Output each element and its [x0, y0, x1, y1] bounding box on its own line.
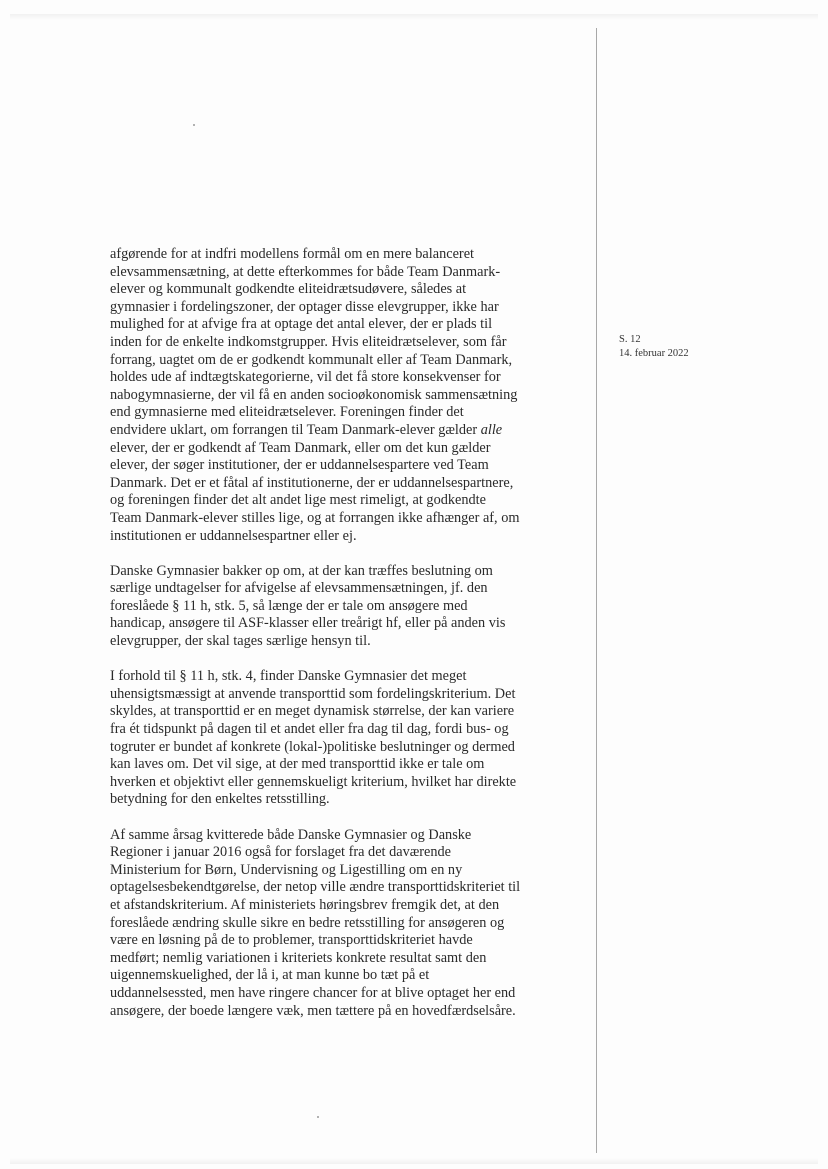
text-line: I forhold til § 11 h, stk. 4, finder Danske Gymnasier det meget [110, 668, 467, 685]
paragraph [110, 563, 570, 651]
scan-speck [193, 124, 195, 126]
text-line: holdes ude af indtægtskategorierne, vil det få store konsekvenser for [110, 369, 501, 386]
text-line: Af samme årsag kvitterede både Danske Gymnasier og Danske [110, 826, 472, 843]
scan-speck [317, 1116, 319, 1118]
text-line: optagelsesbekendtgørelse, der netop ville ændre transporttidskriteriet til [110, 879, 521, 896]
text-line: Danmark. Det er et fåtal af institutionerne, der er uddannelsespartnere, [110, 474, 514, 491]
text-line: endvidere uklart, om forrangen til Team Danmark-elever gælder alle [110, 421, 503, 438]
paragraph [110, 246, 570, 545]
page-reference: S. 12 [619, 334, 641, 345]
text-line: foreslåede § 11 h, stk. 5, så længe der er tale om ansøgere med [110, 597, 468, 614]
scan-edge-bottom [10, 1158, 818, 1164]
text-line: gymnasier i fordelingszoner, der optager disse elevgrupper, ikke har [110, 298, 499, 315]
text-line: hverken et objektivt eller gennemskueligt kriterium, hvilket har direkte [110, 773, 517, 790]
text-line: foreslåede ændring skulle sikre en bedre retsstilling for ansøgeren og [110, 914, 505, 931]
text-line: ansøgere, der boede længere væk, men tættere på en hovedfærdselsåre. [110, 1002, 516, 1019]
text-line: betydning for den enkeltes retsstilling. [110, 791, 330, 808]
text-line: uigennemskuelighed, der lå i, at man kunne bo tæt på et [110, 967, 430, 984]
text-line: elever og kommunalt godkendte eliteidrætsudøvere, således at [110, 281, 467, 298]
text-line: elever, der søger institutioner, der er uddannelsespartere ved Team [110, 457, 489, 474]
margin-note [619, 333, 689, 360]
text-line: medført; nemlig variationen i kriteriets konkrete resultat samt den [110, 949, 487, 966]
paragraph [110, 668, 570, 809]
text-line: kan laves om. Det vil sige, at der med transporttid ikke er tale om [110, 756, 485, 773]
text-line: inden for de enkelte indkomstgrupper. Hvis eliteidrætselever, som får [110, 333, 507, 350]
text-line: uddannelsessted, men have ringere chancer for at blive optaget her end [110, 984, 516, 1001]
document-date: 14. februar 2022 [619, 347, 689, 359]
text-line: særlige undtagelser for afvigelse af elevsammensætningen, jf. den [110, 580, 488, 597]
text-line: fra ét tidspunkt på dagen til et andet eller fra dag til dag, fordi bus- og [110, 721, 509, 738]
text-line: elevgrupper, der skal tages særlige hensyn til. [110, 633, 371, 650]
paragraph [110, 827, 570, 1021]
text-line: elevsammensætning, at dette efterkommes for både Team Danmark- [110, 263, 501, 280]
text-line: Team Danmark-elever stilles lige, og at forrangen ikke afhænger af, om [110, 509, 520, 526]
text-line: uhensigtsmæssigt at anvende transporttid som fordelingskriterium. Det [110, 685, 516, 702]
scan-edge-top [10, 14, 818, 20]
text-line: Danske Gymnasier bakker op om, at der kan træffes beslutning om [110, 562, 493, 579]
text-line: end gymnasierne med eliteidrætselever. Foreningen finder det [110, 404, 464, 421]
text-line: elever, der er godkendt af Team Danmark, eller om det kun gælder [110, 439, 491, 456]
text-line: togruter er bundet af konkrete (lokal-)politiske beslutninger og dermed [110, 738, 515, 755]
text-line: skyldes, at transporttid er en meget dynamisk størrelse, der kan variere [110, 703, 515, 720]
text-line: Regioner i januar 2016 også for forslaget fra det daværende [110, 844, 452, 861]
text-line: afgørende for at indfri modellens formål om en mere balanceret [110, 246, 475, 262]
text-line: mulighed for at afvige fra at optage det antal elever, der er plads til [110, 316, 493, 333]
text-line: nabogymnasierne, der vil få en anden socioøkonomisk sammensætning [110, 386, 518, 403]
text-line: et afstandskriterium. Af ministeriets høringsbrev fremgik det, at den [110, 896, 500, 913]
text-line: og foreningen finder det alt andet lige mest rimeligt, at godkendte [110, 492, 486, 509]
text-line: være en løsning på de to problemer, transporttidskriteriet havde [110, 932, 473, 949]
text-line: handicap, ansøgere til ASF-klasser eller treårigt hf, eller på anden vis [110, 615, 506, 632]
body-text [110, 246, 570, 1038]
text-line: Ministerium for Børn, Undervisning og Ligestilling om en ny [110, 861, 463, 878]
text-line: institutionen er uddannelsespartner eller ej. [110, 527, 357, 544]
margin-divider-line [596, 28, 597, 1153]
text-line: forrang, uagtet om de er godkendt kommunalt eller af Team Danmark, [110, 351, 513, 368]
